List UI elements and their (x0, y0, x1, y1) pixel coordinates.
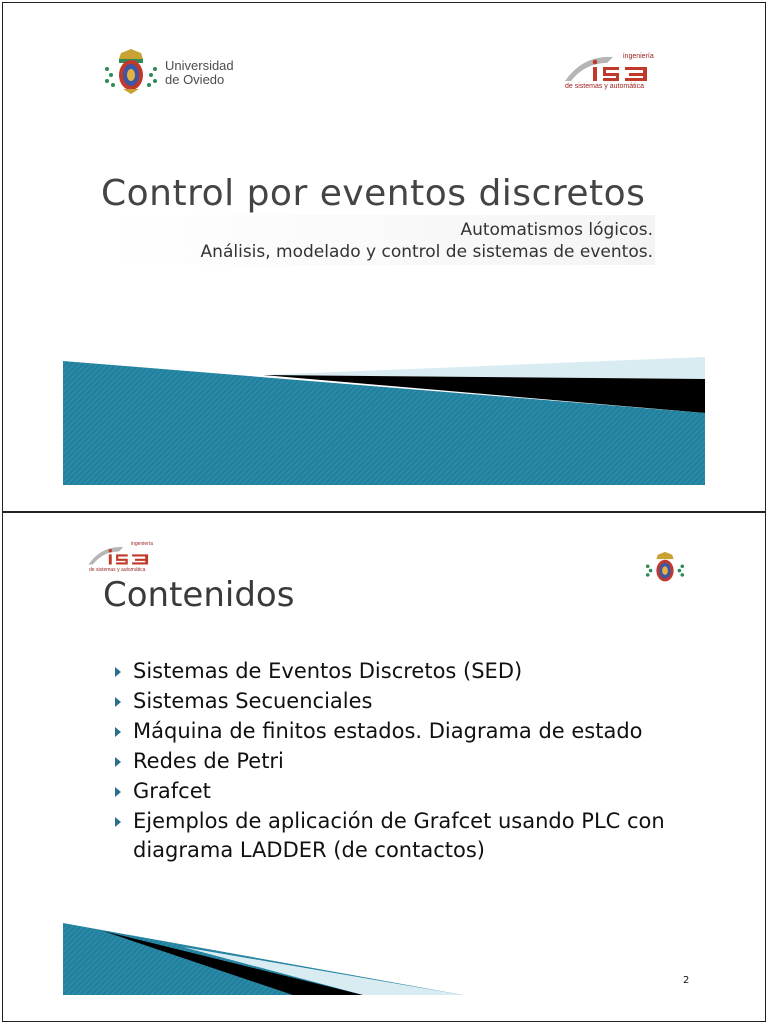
bullet-arrow-icon (115, 757, 121, 767)
list-item-text: Sistemas de Eventos Discretos (SED) (133, 659, 523, 683)
slide-1 (2, 2, 766, 512)
bullet-arrow-icon (115, 787, 121, 797)
slide-1-subtitle (107, 219, 653, 263)
bullet-arrow-icon (115, 817, 121, 827)
university-name-line2: de Oviedo (165, 72, 225, 87)
list-item (109, 747, 679, 776)
university-name-line1: Universidad (165, 58, 234, 73)
list-item-text: Ejemplos de aplicación de Grafcet usando PLC con diagrama LADDER (de contactos) (133, 809, 665, 862)
subtitle-line-1: Automatismos lógicos. (460, 220, 653, 240)
list-item-text: Redes de Petri (133, 749, 284, 773)
slide-1-title: Control por eventos discretos (101, 173, 646, 214)
list-item (109, 657, 679, 686)
isa-logo (563, 51, 673, 93)
slide-2 (2, 512, 766, 1022)
list-item (109, 687, 679, 716)
list-item (109, 807, 679, 865)
decorative-banner (63, 357, 705, 485)
isa-logo-bottom-text: de sistemas y automática (565, 83, 644, 90)
isa-logo-small-bottom-text: de sistemas y automática (89, 567, 146, 573)
list-item-text: Sistemas Secuenciales (133, 689, 373, 713)
university-crest-icon (101, 45, 161, 95)
decorative-banner-small (63, 923, 463, 995)
isa-logo-small-top-text: ingeniería (131, 541, 153, 547)
subtitle-line-2: Análisis, modelado y control de sistemas de eventos. (200, 242, 653, 262)
isa-logo-small (87, 541, 167, 575)
contents-list (109, 657, 679, 866)
list-item (109, 777, 679, 806)
isa-logo-top-text: ingeniería (623, 53, 654, 60)
page-number: 2 (683, 975, 690, 986)
list-item-text: Grafcet (133, 779, 211, 803)
list-item (109, 717, 679, 746)
slide-2-title: Contenidos (103, 575, 295, 615)
list-item-text: Máquina de finitos estados. Diagrama de estado (133, 719, 643, 743)
bullet-arrow-icon (115, 667, 121, 677)
bullet-arrow-icon (115, 727, 121, 737)
university-crest-icon (643, 549, 687, 585)
university-name (165, 59, 234, 87)
bullet-arrow-icon (115, 697, 121, 707)
